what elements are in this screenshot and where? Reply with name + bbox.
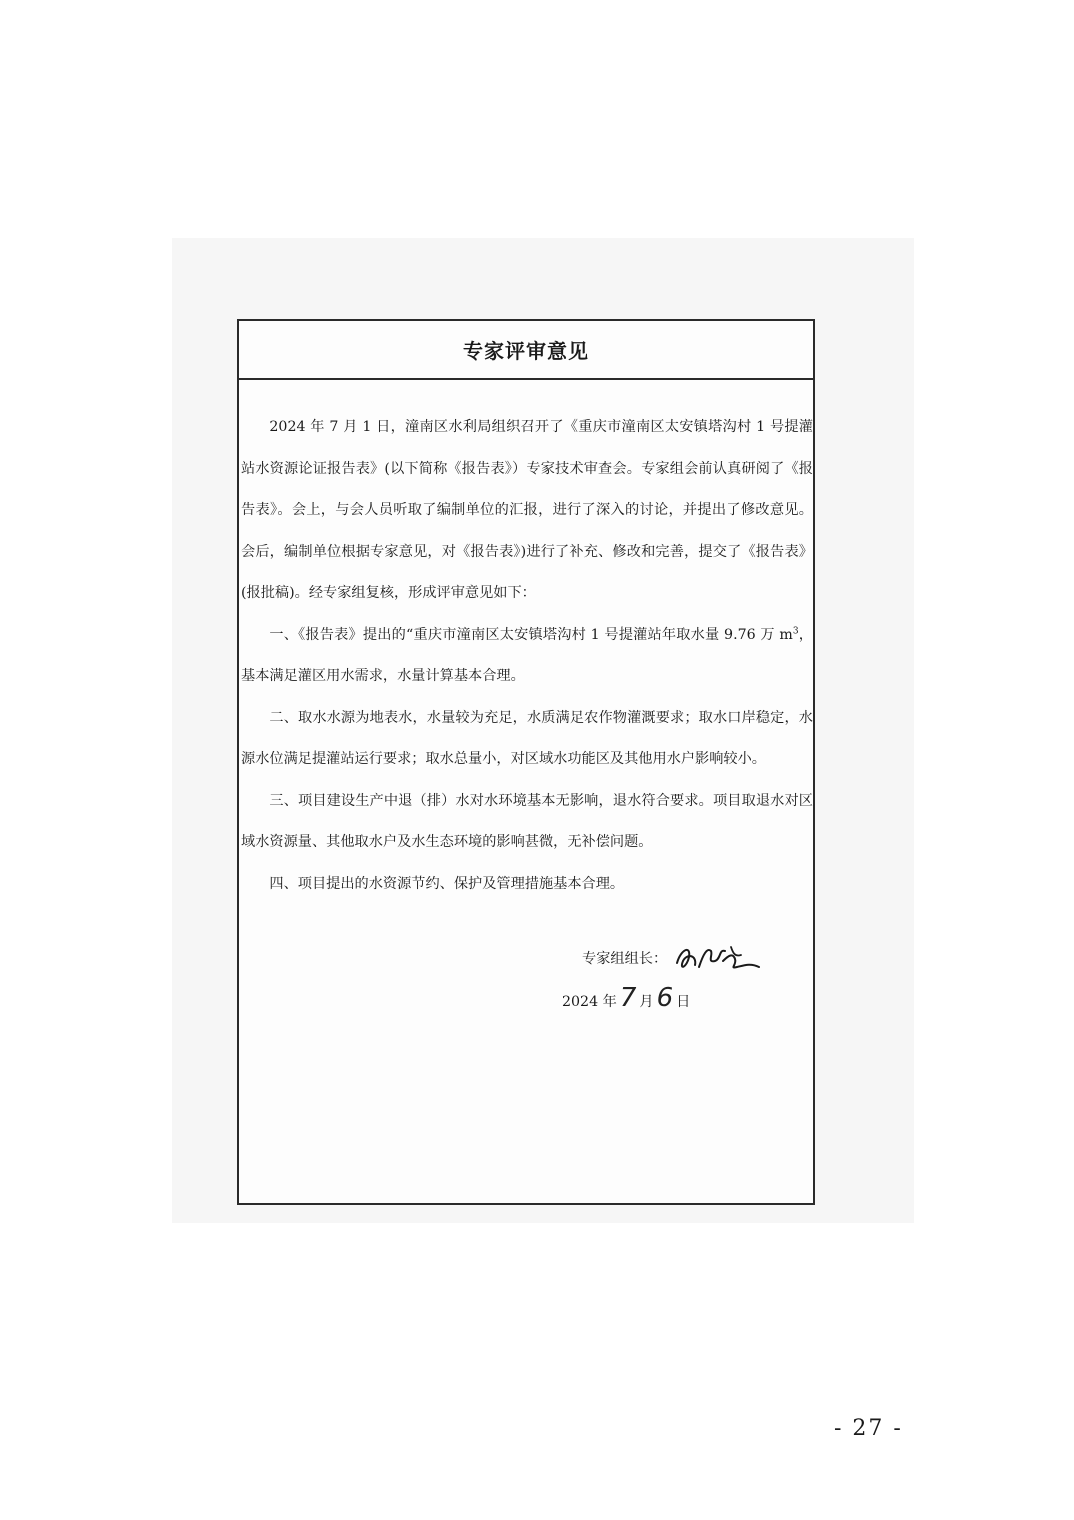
- opinion-item-1-text: 一、《报告表》提出的“重庆市潼南区太安镇塔沟村 1 号提灌站年取水量 9.76 万 m: [269, 626, 793, 643]
- form-title: 专家评审意见: [239, 321, 813, 380]
- unit-superscript: 3: [792, 625, 799, 636]
- opinion-item-1-tail: ，基本满足灌区用水需求，水量计算基本合理。: [241, 626, 813, 684]
- date-year: 2024 年: [562, 994, 617, 1010]
- intro-paragraph: 2024 年 7 月 1 日，潼南区水利局组织召开了《重庆市潼南区太安镇塔沟村 1 号提灌站水资源论证报告表》(以下简称《报告表》）专家技术审查会。专家组会前认真研阅了《报告表》。会上，与会人员听取了编制单位的汇报，进行了深入的讨论，并提出了修改意见。会后，编制单位根据专家意见，对《报告表》)进行了补充、修改和完善，提交了《报告表》(报批稿)。经专家组复核，形成评审意见如下：: [241, 419, 813, 601]
- opinion-item-2: 二、取水水源为地表水，水量较为充足，水质满足农作物灌溉要求；取水口岸稳定，水源水位满足提灌站运行要求；取水总量小，对区域水功能区及其他用水户影响较小。: [241, 709, 813, 767]
- date-month-handwritten: 7: [619, 983, 637, 1013]
- review-body: [241, 407, 813, 905]
- date-month-unit: 月: [639, 994, 654, 1010]
- date-day-handwritten: 6: [656, 983, 674, 1013]
- opinion-item-1: [241, 615, 813, 698]
- signature-line: [582, 937, 763, 979]
- opinion-item-4: 四、项目提出的水资源节约、保护及管理措施基本合理。: [269, 875, 625, 892]
- sign-label: 专家组组长：: [582, 951, 668, 967]
- page-number: - 27 -: [834, 1416, 903, 1441]
- opinion-item-3: 三、项目建设生产中退（排）水对水环境基本无影响，退水符合要求。项目取退水对区域水资源量、其他取水户及水生态环境的影响甚微，无补偿问题。: [241, 792, 813, 850]
- sign-date: [562, 983, 690, 1013]
- expert-review-form: [237, 319, 815, 1205]
- handwritten-signature: [671, 937, 763, 979]
- date-day-unit: 日: [676, 994, 691, 1010]
